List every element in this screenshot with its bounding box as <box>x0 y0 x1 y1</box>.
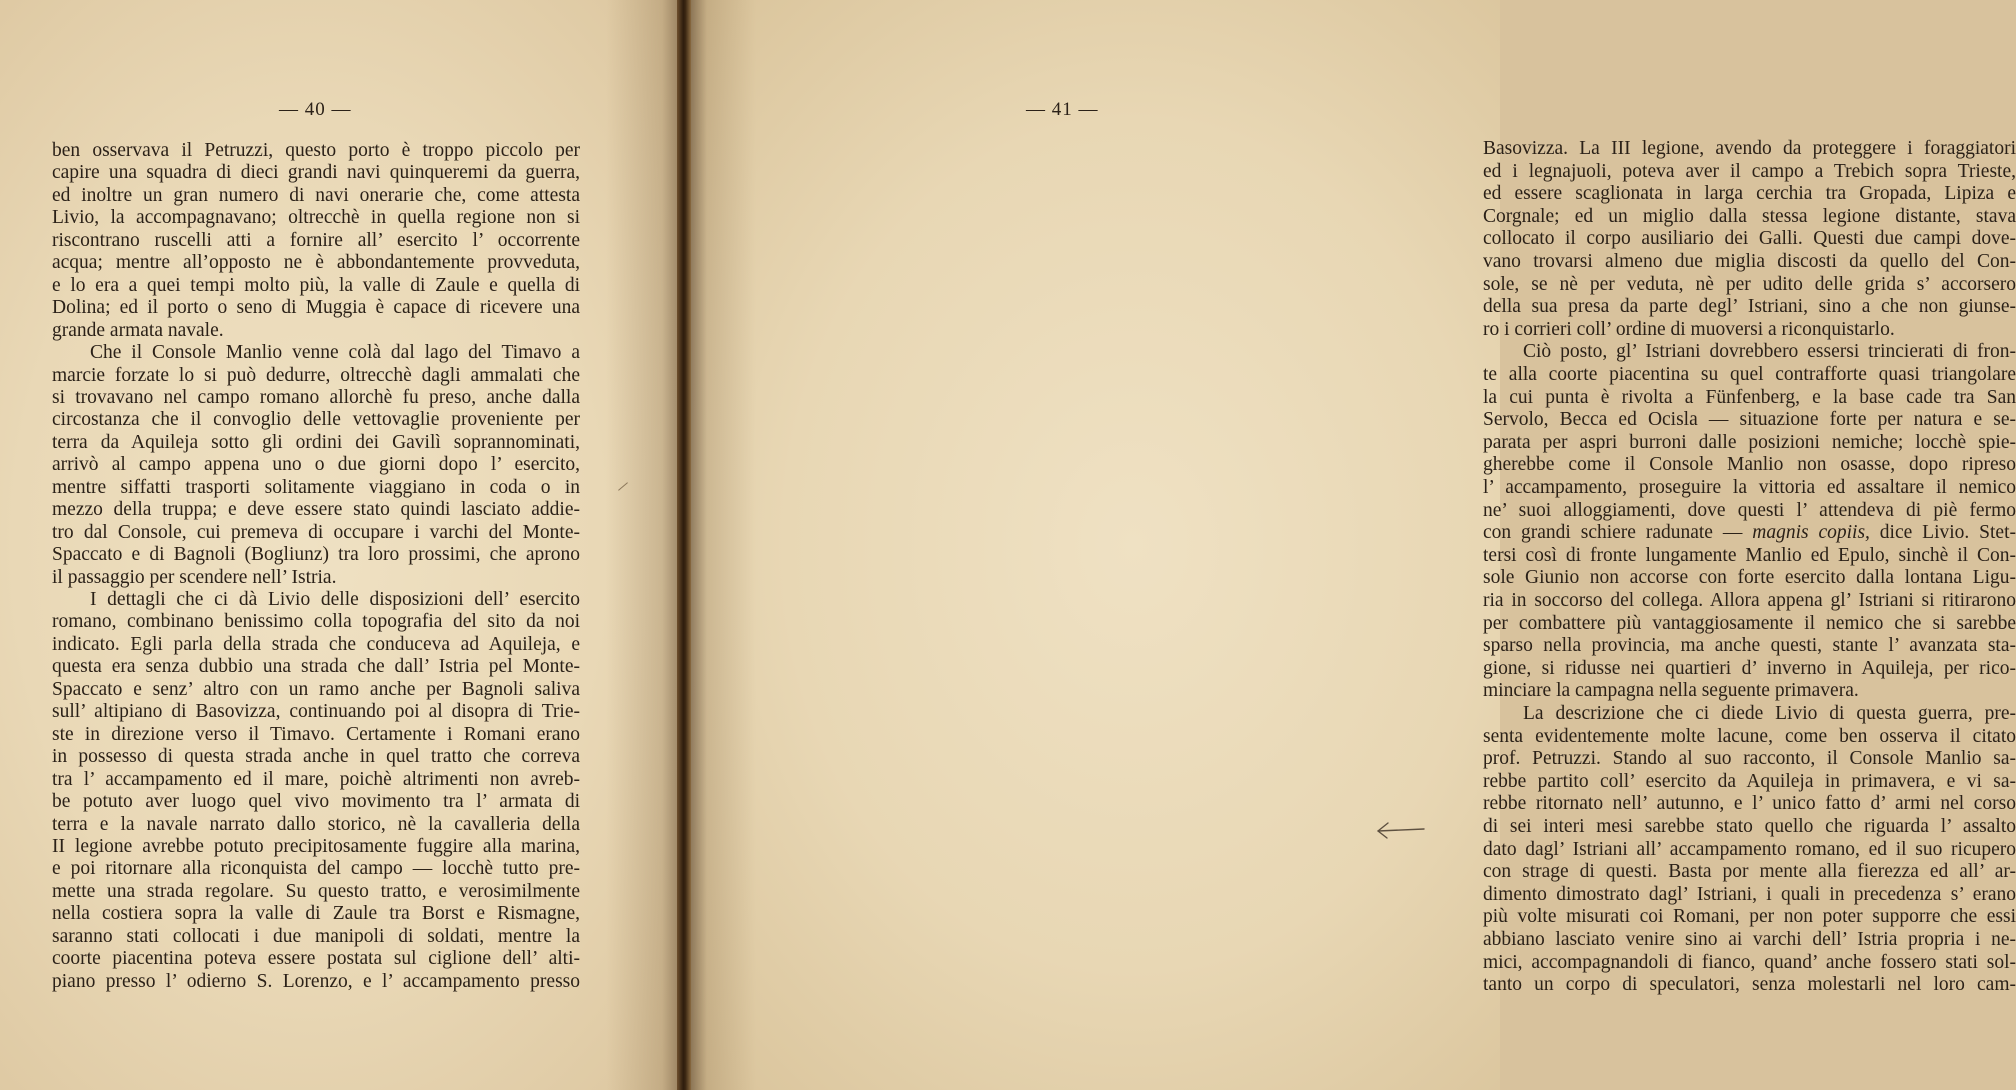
line-text: La descrizione che ci diede Livio di questa guerra, pre- <box>1523 703 2016 724</box>
text-line <box>52 207 580 229</box>
text-line <box>90 342 580 364</box>
right-page <box>686 0 2016 1090</box>
line-text: prof. Petruzzi. Stando al suo racconto, il Console Manlio sa- <box>1483 748 2016 770</box>
line-text: tersi così di fronte lungamente Manlio ed Epulo, sinchè il Con- <box>1483 544 2016 566</box>
text-line <box>1483 545 2016 567</box>
line-text: tanto un corpo di speculatori, senza molestarli nel loro cam- <box>1483 974 2016 996</box>
text-line <box>52 634 580 656</box>
text-line <box>52 611 580 633</box>
text-line <box>52 522 580 544</box>
text-line <box>1483 635 2016 657</box>
line-text: ben osservava il Petruzzi, questo porto è troppo piccolo per <box>52 140 580 161</box>
line-text: marcie forzate lo si può dedurre, oltrecchè dagli ammalati che <box>52 364 580 386</box>
text-line <box>90 589 580 611</box>
line-text: sull’ altipiano di Basovizza, continuando poi al disopra di Trie- <box>52 701 580 723</box>
text-line <box>52 432 580 454</box>
text-line <box>52 858 580 880</box>
text-line <box>52 656 580 678</box>
text-line <box>1483 138 2016 160</box>
line-text: nella costiera sopra la valle di Zaule tra Borst e Rismagne, <box>52 903 580 925</box>
text-line <box>1483 500 2016 522</box>
line-text: e lo era a quei tempi molto più, la valle di Zaule e quella di <box>52 274 580 296</box>
book-gutter <box>677 0 691 1090</box>
line-text-italic: magnis copiis, <box>1752 522 1870 544</box>
page-number-right: — 41 — <box>1026 99 1099 120</box>
text-line <box>1483 816 2016 838</box>
text-line <box>52 275 580 297</box>
text-line <box>1483 477 2016 499</box>
text-line <box>1483 206 2016 228</box>
line-text: ed essere scaglionata in larga cerchia tra Gropada, Lipiza e <box>1483 183 2016 205</box>
line-text: sole, se nè per veduta, nè per udito delle grida s’ accorsero <box>1483 273 2016 295</box>
line-text: terra da Aquileja sotto gli ordini dei Gavilì soprannominati, <box>52 431 580 453</box>
line-text: Dolina; ed il porto o seno di Muggia è capace di ricevere una <box>52 297 580 319</box>
line-text: acqua; mentre all’opposto ne è abbondantemente provveduta, <box>52 252 580 274</box>
line-text: rebbe partito coll’ esercito da Aquileja in primavera, e vi sa- <box>1483 770 2016 792</box>
line-text: collocato il corpo ausiliario dei Galli. Questi due campi dove- <box>1483 228 2016 250</box>
line-text: vano trovarsi almeno due miglia discosti da quello del Con- <box>1483 251 2016 272</box>
line-text: il passaggio per scendere nell’ Istria. <box>52 566 337 588</box>
line-text: be potuto aver luogo quel vivo movimento tra l’ armata di <box>52 791 580 813</box>
text-line <box>52 881 580 903</box>
line-text: I dettagli che ci dà Livio delle disposizioni dell’ esercito <box>90 589 580 610</box>
text-line <box>52 903 580 925</box>
text-line <box>1483 432 2016 454</box>
line-text: Livio, la accompagnavano; oltrecchè in quella regione non si <box>52 207 580 229</box>
stray-pencil-mark <box>618 482 628 490</box>
text-line <box>52 499 580 521</box>
line-text: Spaccato e senz’ altro con un ramo anche per Bagnoli saliva <box>52 678 580 700</box>
text-line <box>1483 522 2016 544</box>
text-line <box>1483 884 2016 906</box>
line-text: mentre siffatti trasporti solitamente viaggiano in coda o in <box>52 476 580 498</box>
text-line <box>52 409 580 431</box>
text-line <box>52 387 580 409</box>
text-line <box>1483 364 2016 386</box>
line-text: ne’ suoi alloggiamenti, dove questi l’ attendeva di piè fermo <box>1483 499 2016 521</box>
line-text: tro dal Console, cui premeva di occupare i varchi del Monte- <box>52 521 580 543</box>
line-text: si trovavano nel campo romano allorchè fu preso, anche dalla <box>52 386 580 408</box>
line-text: di sei interi mesi sarebbe stato quello che riguarda l’ assalto <box>1483 816 2016 837</box>
line-text: con strage di questi. Basta por mente alla fierezza ed all’ ar- <box>1483 861 2016 883</box>
line-text: l’ accampamento, proseguire la vittoria ed assaltare il nemico <box>1483 477 2016 498</box>
line-text: dato dagl’ Istriani all’ accampamento romano, ed il suo ricupero <box>1483 838 2016 860</box>
line-text: capire una squadra di dieci grandi navi quinqueremi da guerra, <box>52 162 580 184</box>
line-text: Servolo, Becca ed Ocisla — situazione forte per natura e se- <box>1483 409 2016 431</box>
text-line <box>1483 680 2016 702</box>
line-text: coorte piacentina poteva essere postata sul ciglione dell’ alti- <box>52 948 580 970</box>
line-text: della sua presa da parte degl’ Istriani, sino a che non giunse- <box>1483 296 2016 318</box>
line-text: la cui punta è rivolta a Fünfenberg, e la base cade tra San <box>1483 386 2016 408</box>
line-text: rebbe ritornato nell’ autunno, e l’ unico fatto d’ armi nel corso <box>1483 793 2016 815</box>
line-text: Spaccato e di Bagnoli (Bogliunz) tra loro prossimi, che aprono <box>52 544 580 566</box>
text-line <box>52 297 580 319</box>
text-line <box>1483 161 2016 183</box>
line-text: senta evidentemente molte lacune, come ben osserva il citato <box>1483 725 2016 747</box>
text-line <box>52 679 580 701</box>
text-line <box>52 948 580 970</box>
text-line <box>1483 929 2016 951</box>
text-line <box>1483 771 2016 793</box>
line-text: Che il Console Manlio venne colà dal lago del Timavo a <box>90 342 580 364</box>
text-line <box>1483 658 2016 680</box>
text-line <box>1523 703 2016 725</box>
text-line <box>1483 726 2016 748</box>
text-line <box>52 567 580 589</box>
line-text: ria in soccorso del collega. Allora appena gl’ Istriani si ritirarono <box>1483 590 2016 611</box>
text-line <box>1483 793 2016 815</box>
text-line <box>52 814 580 836</box>
line-text: grande armata navale. <box>52 319 224 341</box>
line-text: questa era senza dubbio una strada che dall’ Istria pel Monte- <box>52 656 580 678</box>
text-line <box>1483 387 2016 409</box>
text-line <box>52 791 580 813</box>
text-line <box>1483 974 2016 996</box>
line-text: abbiano lasciato venire sino ai varchi dell’ Istria propria i ne- <box>1483 929 2016 950</box>
text-line <box>52 477 580 499</box>
line-text: Ciò posto, gl’ Istriani dovrebbero essersi trincierati di fron- <box>1523 341 2016 363</box>
text-line <box>1483 251 2016 273</box>
line-text: in possesso di questa strada anche in quel tratto che correva <box>52 746 580 768</box>
line-text: riscontrano ruscelli atti a fornire all’ esercito l’ occorrente <box>52 229 580 251</box>
line-text: Corgnale; ed un miglio dalla stessa legione distante, stava <box>1483 205 2016 227</box>
line-text: circostanza che il convoglio delle vettovaglie proveniente per <box>52 409 580 431</box>
text-line <box>52 769 580 791</box>
text-line <box>52 926 580 948</box>
text-line <box>1483 296 2016 318</box>
line-text: mette una strada regolare. Su questo tratto, e verosimilmente <box>52 880 580 902</box>
text-line <box>52 836 580 858</box>
text-line <box>1483 454 2016 476</box>
line-text: sole Giunio non accorse con forte esercito dalla lontana Ligu- <box>1483 567 2016 589</box>
text-line <box>1483 839 2016 861</box>
text-line <box>1483 409 2016 431</box>
line-text: terra e la navale narrato dallo storico, nè la cavalleria della <box>52 813 580 835</box>
line-text: mici, accompagnandoli di fianco, quand’ anche fossero stati sol- <box>1483 951 2016 973</box>
text-line <box>1483 183 2016 205</box>
line-text: gherebbe come il Console Manlio non osasse, dopo ripreso <box>1483 454 2016 476</box>
text-line <box>52 971 580 993</box>
text-line <box>52 230 580 252</box>
text-line <box>52 724 580 746</box>
line-text: ed inoltre un gran numero di navi onerarie che, come attesta <box>52 184 580 206</box>
line-text: per combattere più vantaggiosamente il nemico che si sarebbe <box>1483 612 2016 634</box>
line-text: sparso nella provincia, ma anche questi, stante l’ avanzata sta- <box>1483 635 2016 657</box>
text-line <box>1483 613 2016 635</box>
line-text: arrivò al campo appena uno o due giorni dopo l’ esercito, <box>52 454 580 476</box>
text-line <box>52 185 580 207</box>
line-text: tra l’ accampamento ed il mare, poichè altrimenti non avreb- <box>52 768 580 790</box>
text-line <box>1483 906 2016 928</box>
line-text: saranno stati collocati i due manipoli di soldati, mentre la <box>52 925 580 947</box>
pencil-arrow-left-icon <box>1376 818 1426 842</box>
line-text: mezzo della truppa; e deve essere stato quindi lasciato addie- <box>52 499 580 521</box>
line-text: Basovizza. La III legione, avendo da proteggere i foraggiatori <box>1483 138 2016 159</box>
line-text: romano, combinano benissimo colla topografia del sito da noi <box>52 611 580 633</box>
page-number-left: — 40 — <box>279 99 352 120</box>
line-text: ste in direzione verso il Timavo. Certamente i Romani erano <box>52 723 580 745</box>
text-line <box>52 454 580 476</box>
line-text: II legione avrebbe potuto precipitosamente fuggire alla marina, <box>52 835 580 857</box>
line-text: più volte misurati coi Romani, per non poter supporre che essi <box>1483 906 2016 928</box>
text-line <box>1523 341 2016 363</box>
text-line <box>52 252 580 274</box>
text-line <box>1483 274 2016 296</box>
line-text: indicato. Egli parla della strada che conduceva ad Aquileja, e <box>52 633 580 655</box>
line-text: e poi ritornare alla riconquista del campo — locchè tutto pre- <box>52 858 580 880</box>
line-text: dice Livio. Stet- <box>1869 522 2016 544</box>
line-text: piano presso l’ odierno S. Lorenzo, e l’ accampamento presso <box>52 970 580 992</box>
text-line <box>52 162 580 184</box>
text-line <box>52 140 580 162</box>
text-line <box>1483 567 2016 589</box>
text-line <box>52 701 580 723</box>
text-line <box>1483 861 2016 883</box>
line-text: ed i legnajuoli, poteva aver il campo a Trebich sopra Trieste, <box>1483 160 2016 182</box>
line-text: dimento dimostrato dagl’ Istriani, i quali in precedenza s’ erano <box>1483 883 2016 905</box>
line-text: gione, si ridusse nei quartieri d’ inverno in Aquileja, per rico- <box>1483 657 2016 679</box>
text-line <box>52 544 580 566</box>
text-line <box>1483 228 2016 250</box>
line-text: te alla coorte piacentina su quel contrafforte quasi triangolare <box>1483 364 2016 385</box>
left-page <box>0 0 686 1090</box>
text-line <box>1483 319 2016 341</box>
text-line <box>1483 952 2016 974</box>
text-line <box>1483 590 2016 612</box>
line-text: ro i corrieri coll’ ordine di muoversi a riconquistarlo. <box>1483 318 1895 340</box>
text-line <box>52 320 580 342</box>
line-text: con grandi schiere radunate — <box>1483 522 1753 544</box>
text-line <box>1483 748 2016 770</box>
line-text: minciare la campagna nella seguente primavera. <box>1483 680 1859 702</box>
text-line <box>52 365 580 387</box>
text-line <box>52 746 580 768</box>
line-text: parata per aspri burroni dalle posizioni nemiche; locchè spie- <box>1483 431 2016 453</box>
